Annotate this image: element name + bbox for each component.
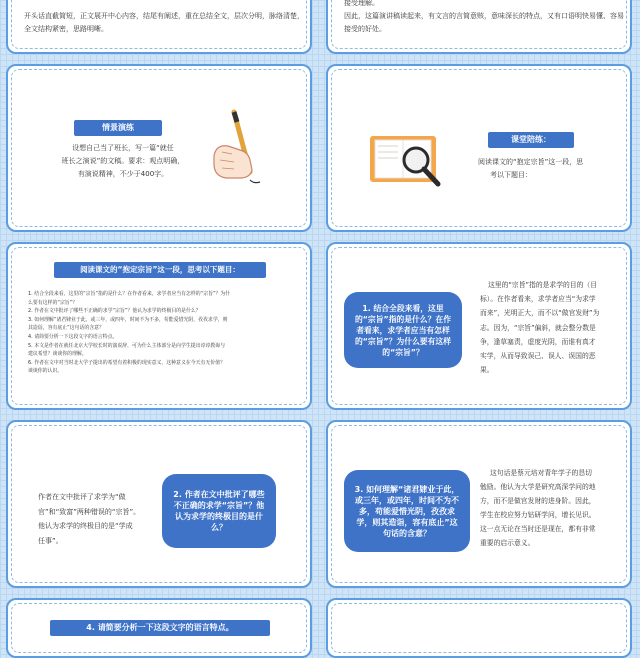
- question-line: 4. 请简要分析一下这段文字的语言特点。: [28, 333, 118, 340]
- book-magnifier-icon: [364, 126, 456, 196]
- question-list-header: 阅读课文的“抱定宗旨”这一段，思考以下题目：: [54, 262, 266, 278]
- question-1-bubble: 1. 结合全段来看，这里的“宗旨”指的是什么？在作者看来，求学者应当有怎样的“宗旨”？为什么要有这样的“宗旨”？: [344, 292, 462, 368]
- summary-text: 开头话直截简短，正文展开中心内容，结尾有阐述，重在总结全文，层次分明，脉络清楚，全文结构紧密，思路明晰。: [24, 12, 304, 33]
- question-line: 谈谈你的认识。: [28, 368, 63, 375]
- practice-text: 阅读课文的“抱定宗旨”这一段，思 考以下题目：: [478, 158, 584, 179]
- question-list: [28, 290, 298, 376]
- question-line: 3. 如何理解“诸君肄业于此，或三年，或四年，时间不为不多，苟能爱惜光阴，孜孜求学，则: [28, 316, 228, 323]
- summary-text: 因此，这篇演讲稿读起来，有文言的言简意赅，意味深长的特点，又有口语明快易懂、容易接受的好处。: [344, 12, 624, 33]
- slide-structure-summary[interactable]: [6, 0, 312, 54]
- slide-classroom-practice[interactable]: [326, 64, 632, 232]
- question-line: 5. 本文是作者在就任北京大学校长时的演说辞，可为什么主体部分是向学生提出谆谆教诲与: [28, 342, 225, 349]
- question-2-bubble: 2. 作者在文中批评了哪些不正确的求学“宗旨”？他认为求学的终极目的是什么？: [162, 474, 276, 548]
- slide-language-summary[interactable]: [326, 0, 632, 54]
- question-line: 1. 结合全段来看，这里的“宗旨”指的是什么？在作者看来，求学者应当有怎样的“宗旨”？为什: [28, 291, 231, 297]
- question-line: 建议希望？谈谈你的理解。: [28, 351, 87, 358]
- slide-answer-2[interactable]: [6, 420, 312, 588]
- question-line: 么要有这样的“宗旨”？: [28, 299, 78, 306]
- question-line: 其造诣，容有底止”这句话的含意？: [28, 325, 104, 332]
- question-line: 6. 作者在文中对当时北大学子提出的希望有着积极的现实意义，这种意义在今天有无价值？: [28, 359, 225, 366]
- question-line: 2. 作者在文中批评了哪些不正确的求学“宗旨”？他认为求学的终极目的是什么？: [28, 308, 201, 315]
- hand-writing-icon: [204, 106, 274, 186]
- answer-1-text: 这里的“宗旨”指的是求学的目的（目 标）。在作者看来，求学者应当“为求学 而来”，光明正大，而不以“做官发财”为 志。因为，“宗旨”偏斜，就会整分数是 争，逢草塞责，虚度光阴，而谁有真才 实学，从而导致误己、误人、误国的恶 果。: [480, 281, 600, 375]
- slide-question-4[interactable]: [6, 598, 312, 658]
- summary-text-top: 接受理解。: [344, 0, 379, 7]
- practice-badge: 课堂陪练：: [488, 132, 574, 148]
- answer-3-text: 这句话是蔡元培对青年学子的恳切 勉励。他认为大学是研究高深学问的地 方，而不是做官发财的进身阶。因此， 学生在校应努力钻研学问，增长见识。 这一点无论在当时还是现在，都有非常 重要的启示意义。: [480, 469, 596, 547]
- slide-answer-3[interactable]: [326, 420, 632, 588]
- slide-question-list[interactable]: [6, 242, 312, 410]
- answer-2-text: 作者在文中批评了求学为“做 官”和“致富”两种错误的“宗旨”。 他认为求学的终极目的是“学成 任事”。: [38, 493, 141, 545]
- slide-scenario-practice[interactable]: [6, 64, 312, 232]
- scenario-badge: 情景演练: [74, 120, 162, 136]
- slide-answer-1[interactable]: [326, 242, 632, 410]
- question-3-bubble: 3. 如何理解“诸君肄业于此，或三年，或四年，时间不为不多，苟能爱惜光阴，孜孜求学，则其造诣，容有底止”这句话的含意？: [344, 470, 470, 552]
- slide-partial[interactable]: [326, 598, 632, 658]
- scenario-text: 设想自己当了班长，写一篇“就任 班长之演说”的文稿。要求：观点明确， 有演说精神，不少于400字。: [61, 144, 185, 178]
- question-4-header: 4. 请简要分析一下这段文字的语言特点。: [50, 620, 270, 636]
